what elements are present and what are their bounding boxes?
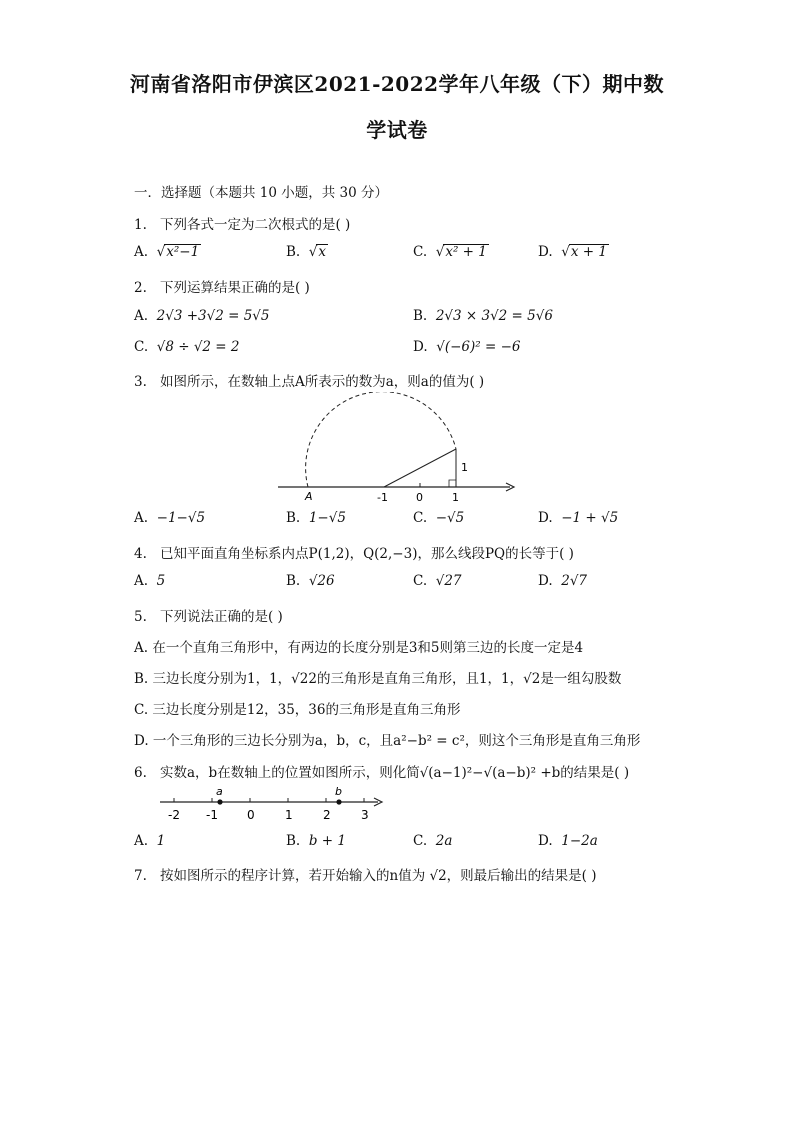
label-a: a <box>216 785 223 798</box>
q2-option-b: B. 2√3 × 3√2 = 5√6 <box>413 308 553 324</box>
question-7: 7. 按如图所示的程序计算，若开始输入的n值为 √2，则最后输出的结果是( ) <box>134 868 597 884</box>
q1-option-a: A. √x²−1 <box>134 244 200 260</box>
question-stem: 按如图所示的程序计算，若开始输入的n值为 √2，则最后输出的结果是( ) <box>160 868 597 884</box>
q1-option-b: B. √x <box>286 244 327 260</box>
question-5: 5. 下列说法正确的是( ) <box>134 609 283 625</box>
question-1 <box>134 213 350 233</box>
q6-option-d: D. 1−2a <box>538 833 598 849</box>
q1-a-expr: x²−1 <box>166 244 200 260</box>
q1-d-expr: x + 1 <box>570 244 607 260</box>
q3-number-line-figure <box>270 392 530 507</box>
q5-option-d: D. 一个三角形的三边长分别为a，b，c，且a²−b² = c²，则这个三角形是直角三角形 <box>134 733 641 749</box>
q1-b-expr: x <box>318 244 327 260</box>
point-a <box>217 799 222 804</box>
question-3: 3. 如图所示，在数轴上点A所表示的数为a，则a的值为( ) <box>134 374 485 390</box>
q2-option-a: A. 2√3 +3√2 = 5√5 <box>134 308 270 324</box>
q4-option-c: C. √27 <box>413 573 462 589</box>
q1-option-c: C. √x² + 1 <box>413 244 487 260</box>
question-stem: 已知平面直角坐标系内点P(1,2)，Q(2,−3)，那么线段PQ的长等于( ) <box>160 546 574 562</box>
question-number: 1. <box>134 217 147 233</box>
tick-label: 3 <box>361 808 369 822</box>
hypotenuse <box>384 449 456 487</box>
tick-label: 1 <box>285 808 293 822</box>
label-minus-1: -1 <box>377 491 388 504</box>
question-stem: 如图所示，在数轴上点A所表示的数为a，则a的值为( ) <box>160 374 485 390</box>
q6-option-a: A. 1 <box>134 833 166 849</box>
question-stem: 下列运算结果正确的是( ) <box>160 280 310 296</box>
question-6: 6. 实数a，b在数轴上的位置如图所示，则化简√(a−1)²−√(a−b)² +b的结果是( ) <box>134 765 630 781</box>
question-stem: 实数a，b在数轴上的位置如图所示，则化简√(a−1)²−√(a−b)² +b的结果是( ) <box>160 765 630 781</box>
q4-option-b: B. √26 <box>286 573 335 589</box>
label-1: 1 <box>452 491 459 504</box>
q4-option-a: A. 5 <box>134 573 166 589</box>
q3-option-d: D. −1 + √5 <box>538 510 619 526</box>
q2-option-d: D. √(−6)² = −6 <box>413 339 521 355</box>
q6-number-line-figure <box>156 784 396 824</box>
q6-option-c: C. 2a <box>413 833 453 849</box>
q5-option-a: A. 在一个直角三角形中，有两边的长度分别是3和5则第三边的长度一定是4 <box>134 640 584 656</box>
question-stem: 下列说法正确的是( ) <box>160 609 283 625</box>
q3-option-b: B. 1−√5 <box>286 510 346 526</box>
q1-c-expr: x² + 1 <box>445 244 487 260</box>
q3-option-c: C. −√5 <box>413 510 465 526</box>
q6-option-b: B. b + 1 <box>286 833 346 849</box>
label-b: b <box>335 785 342 798</box>
label-0: 0 <box>416 491 423 504</box>
dashed-arc <box>306 392 456 487</box>
question-stem: 下列各式一定为二次根式的是( ) <box>160 217 351 233</box>
q4-option-d: D. 2√7 <box>538 573 588 589</box>
label-side-1: 1 <box>461 461 468 474</box>
question-4: 4. 已知平面直角坐标系内点P(1,2)，Q(2,−3)，那么线段PQ的长等于( ) <box>134 546 574 562</box>
tick-label: 2 <box>323 808 331 822</box>
tick-label: -1 <box>206 808 218 822</box>
right-angle-mark <box>449 480 456 487</box>
tick-label: -2 <box>168 808 180 822</box>
q5-option-c: C. 三边长度分别是12，35，36的三角形是直角三角形 <box>134 702 461 718</box>
section-heading: 一．选择题（本题共 10 小题，共 30 分） <box>134 185 389 201</box>
q2-option-c: C. √8 ÷ √2 = 2 <box>134 339 240 355</box>
point-b <box>336 799 341 804</box>
exam-title-line1: 河南省洛阳市伊滨区2021-2022学年八年级（下）期中数 <box>129 72 665 96</box>
tick-label: 0 <box>247 808 255 822</box>
label-a-point: A <box>305 490 313 503</box>
question-2: 2. 下列运算结果正确的是( ) <box>134 280 310 296</box>
exam-title-line2: 学试卷 <box>366 118 428 142</box>
q3-option-a: A. −1−√5 <box>134 510 206 526</box>
q5-option-b: B. 三边长度分别为1，1，√22的三角形是直角三角形，且1，1，√2是一组勾股数 <box>134 671 622 687</box>
q1-option-d: D. √x + 1 <box>538 244 607 260</box>
